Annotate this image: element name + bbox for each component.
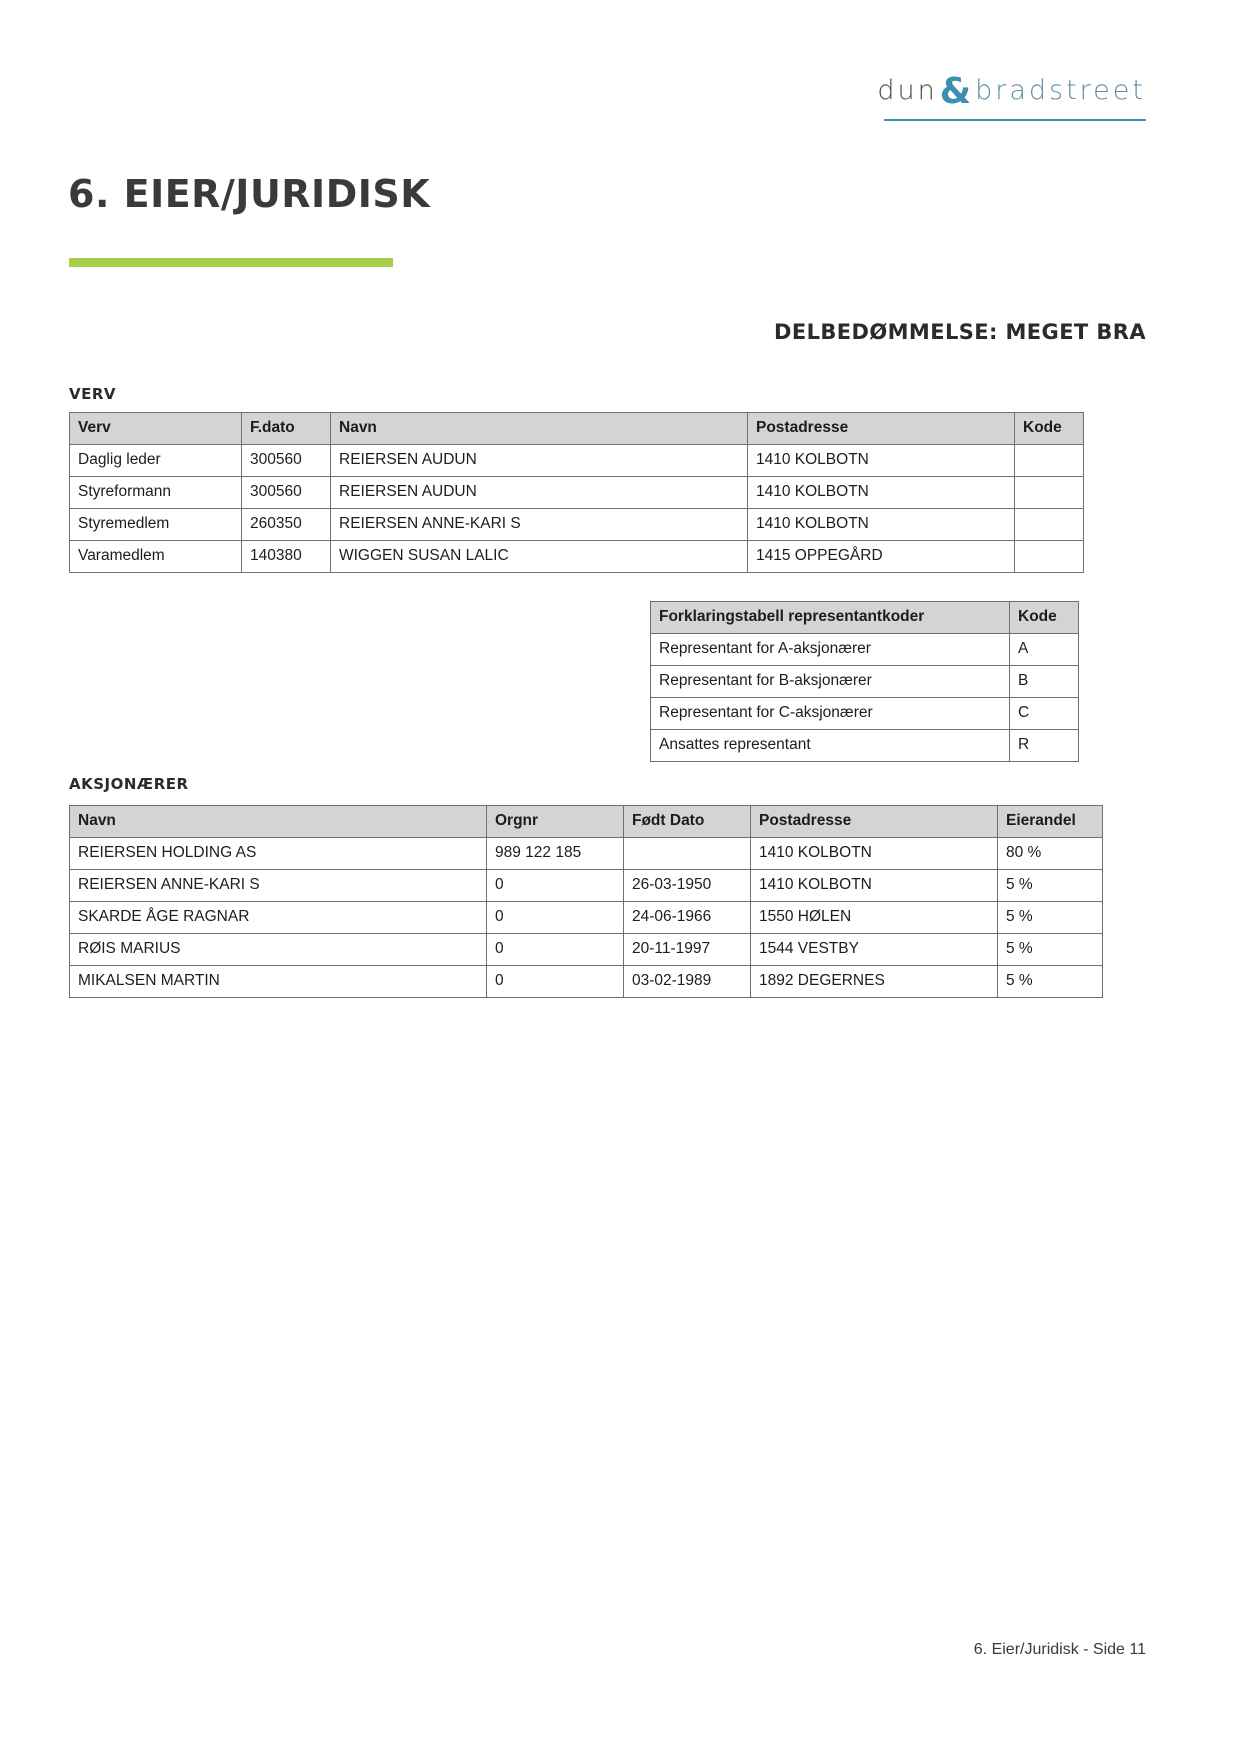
table-row	[70, 541, 1084, 573]
column-header-kode: Kode	[1010, 602, 1079, 634]
cell-verv: Varamedlem	[70, 541, 242, 573]
cell-orgnr: 0	[487, 902, 624, 934]
table-row	[651, 634, 1079, 666]
column-header-verv: Verv	[70, 413, 242, 445]
cell-fdato: 260350	[242, 509, 331, 541]
representantkoder-table	[650, 601, 1079, 762]
cell-eierandel: 5 %	[998, 902, 1103, 934]
cell-postadresse: 1892 DEGERNES	[751, 966, 998, 998]
column-header-navn: Navn	[70, 806, 487, 838]
verv-table-label: VERV	[69, 385, 117, 403]
cell-fodt-dato	[624, 838, 751, 870]
logo-text-bradstreet: bradstreet	[975, 74, 1146, 106]
cell-fdato: 300560	[242, 445, 331, 477]
cell-beskrivelse: Ansattes representant	[651, 730, 1010, 762]
cell-beskrivelse: Representant for B-aksjonærer	[651, 666, 1010, 698]
cell-postadresse: 1544 VESTBY	[751, 934, 998, 966]
cell-navn: REIERSEN AUDUN	[331, 477, 748, 509]
aksjonarer-table	[69, 805, 1103, 998]
cell-verv: Styreformann	[70, 477, 242, 509]
cell-kode: A	[1010, 634, 1079, 666]
cell-navn: SKARDE ÅGE RAGNAR	[70, 902, 487, 934]
aksjonarer-table-label: AKSJONÆRER	[69, 775, 189, 793]
cell-kode	[1015, 445, 1084, 477]
cell-navn: REIERSEN ANNE-KARI S	[331, 509, 748, 541]
column-header-postadresse: Postadresse	[748, 413, 1015, 445]
cell-navn: MIKALSEN MARTIN	[70, 966, 487, 998]
column-header-navn: Navn	[331, 413, 748, 445]
cell-orgnr: 0	[487, 934, 624, 966]
cell-navn: RØIS MARIUS	[70, 934, 487, 966]
column-header-eierandel: Eierandel	[998, 806, 1103, 838]
cell-postadresse: 1415 OPPEGÅRD	[748, 541, 1015, 573]
cell-navn: WIGGEN SUSAN LALIC	[331, 541, 748, 573]
dun-bradstreet-logo	[877, 71, 1146, 112]
cell-beskrivelse: Representant for A-aksjonærer	[651, 634, 1010, 666]
table-header-row	[70, 413, 1084, 445]
cell-eierandel: 5 %	[998, 934, 1103, 966]
cell-navn: REIERSEN AUDUN	[331, 445, 748, 477]
cell-postadresse: 1550 HØLEN	[751, 902, 998, 934]
cell-eierandel: 5 %	[998, 966, 1103, 998]
column-header-forklaringstabell: Forklaringstabell representantkoder	[651, 602, 1010, 634]
table-row	[70, 902, 1103, 934]
table-row	[70, 966, 1103, 998]
cell-navn: REIERSEN HOLDING AS	[70, 838, 487, 870]
cell-eierandel: 5 %	[998, 870, 1103, 902]
column-header-fdato: F.dato	[242, 413, 331, 445]
cell-fodt-dato: 20-11-1997	[624, 934, 751, 966]
cell-fodt-dato: 03-02-1989	[624, 966, 751, 998]
table-row	[70, 870, 1103, 902]
table-row	[70, 838, 1103, 870]
cell-kode: B	[1010, 666, 1079, 698]
table-row	[651, 666, 1079, 698]
cell-fodt-dato: 24-06-1966	[624, 902, 751, 934]
cell-fodt-dato: 26-03-1950	[624, 870, 751, 902]
page-title: 6. EIER/JURIDISK	[68, 172, 431, 216]
page-footer: 6. Eier/Juridisk - Side 11	[973, 1641, 1146, 1658]
cell-beskrivelse: Representant for C-aksjonærer	[651, 698, 1010, 730]
cell-verv: Daglig leder	[70, 445, 242, 477]
column-header-postadresse: Postadresse	[751, 806, 998, 838]
verv-table	[69, 412, 1084, 573]
cell-kode	[1015, 541, 1084, 573]
cell-kode: C	[1010, 698, 1079, 730]
cell-fdato: 300560	[242, 477, 331, 509]
cell-postadresse: 1410 KOLBOTN	[748, 445, 1015, 477]
logo-text-dun: dun	[877, 74, 938, 106]
cell-orgnr: 0	[487, 966, 624, 998]
cell-kode	[1015, 509, 1084, 541]
table-row	[70, 445, 1084, 477]
cell-postadresse: 1410 KOLBOTN	[751, 870, 998, 902]
logo-ampersand-icon: &	[939, 71, 974, 112]
cell-verv: Styremedlem	[70, 509, 242, 541]
cell-postadresse: 1410 KOLBOTN	[751, 838, 998, 870]
cell-kode	[1015, 477, 1084, 509]
title-underline	[69, 258, 393, 267]
cell-eierandel: 80 %	[998, 838, 1103, 870]
cell-navn: REIERSEN ANNE-KARI S	[70, 870, 487, 902]
column-header-kode: Kode	[1015, 413, 1084, 445]
cell-fdato: 140380	[242, 541, 331, 573]
table-row	[651, 730, 1079, 762]
cell-orgnr: 0	[487, 870, 624, 902]
table-row	[70, 477, 1084, 509]
table-header-row	[651, 602, 1079, 634]
table-header-row	[70, 806, 1103, 838]
column-header-fodt-dato: Født Dato	[624, 806, 751, 838]
logo-divider	[884, 119, 1146, 121]
column-header-orgnr: Orgnr	[487, 806, 624, 838]
subscore-heading: DELBEDØMMELSE: MEGET BRA	[774, 320, 1146, 344]
cell-kode: R	[1010, 730, 1079, 762]
table-row	[70, 934, 1103, 966]
cell-orgnr: 989 122 185	[487, 838, 624, 870]
table-row	[651, 698, 1079, 730]
cell-postadresse: 1410 KOLBOTN	[748, 477, 1015, 509]
cell-postadresse: 1410 KOLBOTN	[748, 509, 1015, 541]
table-row	[70, 509, 1084, 541]
